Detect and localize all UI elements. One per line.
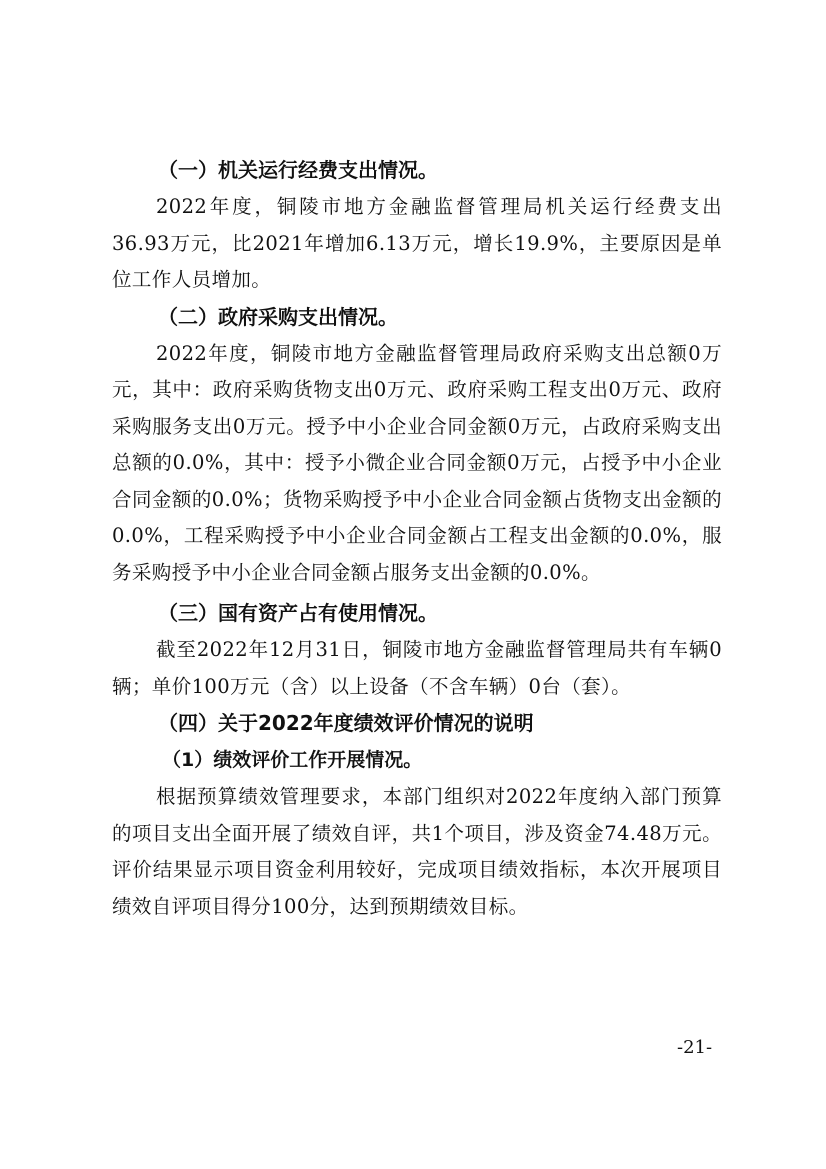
section-heading-4: （四）关于2022年度绩效评价情况的说明 — [158, 711, 534, 735]
section-2-paragraph: 2022年度，铜陵市地方金融监督管理局政府采购支出总额0万元，其中：政府采购货物支出0万元、政府采购工程支出0万元、政府采购服务支出0万元。授予中小企业合同金额0万元，占政府采购支出总额的0.0%，其中：授予小微企业合同金额0万元，占授予中小企业合同金额的0.0%；货物采购授予中小企业合同金额占货物支出金额的0.0%，工程采购授予中小企业合同金额占工程支出金额的0.0%，服务采购授予中小企业合同金额占服务支出金额的0.0%。 — [112, 341, 722, 584]
section-heading-3: （三）国有资产占有使用情况。 — [158, 601, 438, 625]
section-heading-2: （二）政府采购支出情况。 — [158, 304, 398, 329]
section-4-subheading: （1）绩效评价工作开展情况。 — [162, 749, 423, 771]
page-number: -21- — [677, 1037, 713, 1058]
section-heading-1: （一）机关运行经费支出情况。 — [158, 158, 438, 182]
document-body — [112, 152, 722, 925]
section-3-paragraph: 截至2022年12月31日，铜陵市地方金融监督管理局共有车辆0辆；单价100万元（含）以上设备（不含车辆）0台（套）。 — [112, 638, 722, 698]
section-4-paragraph: 根据预算绩效管理要求，本部门组织对2022年度纳入部门预算的项目支出全面开展了绩效自评，共1个项目，涉及资金74.48万元。评价结果显示项目资金利用较好，完成项目绩效指标，本次开展项目绩效自评项目得分100分，达到预期绩效目标。 — [112, 785, 722, 918]
section-1-paragraph: 2022年度，铜陵市地方金融监督管理局机关运行经费支出36.93万元，比2021年增加6.13万元，增长19.9%，主要原因是单位工作人员增加。 — [112, 195, 722, 291]
